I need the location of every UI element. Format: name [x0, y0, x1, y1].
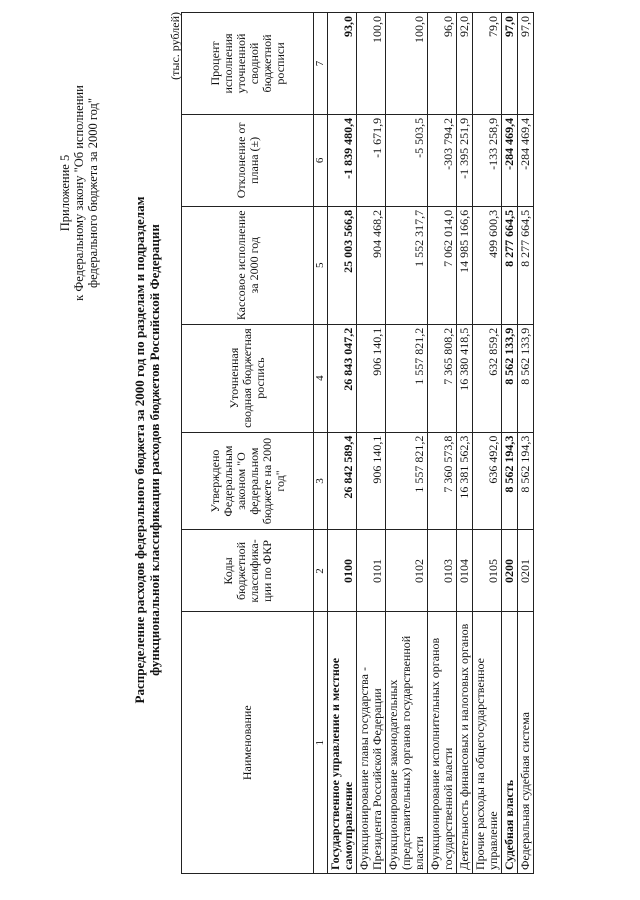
table-row — [386, 13, 428, 874]
row-executed: 904 468,2 — [357, 206, 386, 324]
row-code: 0101 — [357, 530, 386, 612]
row-name: Функционирование исполнительных органов государственной власти — [428, 612, 457, 874]
row-code: 0100 — [328, 530, 357, 612]
appendix-note — [58, 28, 100, 358]
row-approved: 906 140,1 — [357, 432, 386, 530]
table-row — [518, 13, 534, 874]
row-percent: 92,0 — [457, 13, 473, 115]
row-refined: 906 140,1 — [357, 324, 386, 432]
column-number: 7 — [314, 13, 328, 115]
row-approved: 636 492,0 — [473, 432, 502, 530]
row-percent: 97,0 — [502, 13, 518, 115]
row-executed: 8 277 664,5 — [518, 206, 534, 324]
row-refined: 1 557 821,2 — [386, 324, 428, 432]
row-deviation: -1 395 251,9 — [457, 114, 473, 206]
row-refined: 632 859,2 — [473, 324, 502, 432]
table-row — [473, 13, 502, 874]
row-code: 0104 — [457, 530, 473, 612]
column-number: 1 — [314, 612, 328, 874]
table-row — [428, 13, 457, 874]
title-line-2: функциональной классификации расходов бюджетов Российской Федерации — [147, 224, 162, 676]
row-percent: 100,0 — [386, 13, 428, 115]
row-approved: 8 562 194,3 — [518, 432, 534, 530]
table-row — [357, 13, 386, 874]
row-percent: 100,0 — [357, 13, 386, 115]
row-deviation: -284 469,4 — [502, 114, 518, 206]
row-executed: 25 003 566,8 — [328, 206, 357, 324]
row-deviation: -133 258,9 — [473, 114, 502, 206]
row-approved: 1 557 821,2 — [386, 432, 428, 530]
header-name: Наименование — [182, 612, 314, 874]
appendix-line-3: федерального бюджета за 2000 год" — [86, 98, 100, 289]
row-refined: 26 843 047,2 — [328, 324, 357, 432]
row-approved: 16 381 562,3 — [457, 432, 473, 530]
row-name: Прочие расходы на общегосударственное управление — [473, 612, 502, 874]
header-executed: Кассовое исполнение за 2000 год — [182, 206, 314, 324]
table-row — [457, 13, 473, 874]
row-approved: 8 562 194,3 — [502, 432, 518, 530]
row-code: 0200 — [502, 530, 518, 612]
table-row — [328, 13, 357, 874]
column-number: 6 — [314, 114, 328, 206]
row-name: Судебная власть — [502, 612, 518, 874]
table-row — [502, 13, 518, 874]
row-code: 0201 — [518, 530, 534, 612]
header-approved: Утверждено Федеральным законом "О федеральном бюджете на 2000 год" — [182, 432, 314, 530]
row-executed: 14 985 166,6 — [457, 206, 473, 324]
table-body — [328, 13, 534, 874]
row-name: Функционирование законодательных (представительных) органов государственной власти — [386, 612, 428, 874]
row-percent: 96,0 — [428, 13, 457, 115]
header-code: Коды бюджетной классифика- ции по ФКР — [182, 530, 314, 612]
row-executed: 8 277 664,5 — [502, 206, 518, 324]
appendix-line-1: Приложение 5 — [58, 154, 72, 232]
row-refined: 16 380 418,5 — [457, 324, 473, 432]
document-title — [132, 0, 162, 900]
title-line-1: Распределение расходов федерального бюджета за 2000 год по разделам и подразделам — [132, 196, 147, 704]
header-percent: Процент исполнения уточненной сводной бюджетной росписи — [182, 13, 314, 115]
row-deviation: -303 794,2 — [428, 114, 457, 206]
row-percent: 93,0 — [328, 13, 357, 115]
row-name: Государственное управление и местное самоуправление — [328, 612, 357, 874]
units-label: (тыс. рублей) — [168, 12, 182, 80]
row-name: Федеральная судебная система — [518, 612, 534, 874]
row-approved: 7 360 573,8 — [428, 432, 457, 530]
row-refined: 8 562 133,9 — [518, 324, 534, 432]
row-executed: 499 600,3 — [473, 206, 502, 324]
row-deviation: -1 671,9 — [357, 114, 386, 206]
row-deviation: -1 839 480,4 — [328, 114, 357, 206]
row-refined: 8 562 133,9 — [502, 324, 518, 432]
row-name: Функционирование главы государства - Президента Российской Федерации — [357, 612, 386, 874]
column-number: 4 — [314, 324, 328, 432]
column-number: 3 — [314, 432, 328, 530]
row-percent: 79,0 — [473, 13, 502, 115]
column-number: 2 — [314, 530, 328, 612]
row-refined: 7 365 808,2 — [428, 324, 457, 432]
column-number-row — [314, 13, 328, 874]
header-deviation: Отклонение от плана (±) — [182, 114, 314, 206]
header-refined: Уточненная сводная бюджетная роспись — [182, 324, 314, 432]
row-percent: 97,0 — [518, 13, 534, 115]
row-code: 0103 — [428, 530, 457, 612]
row-name: Деятельность финансовых и налоговых органов — [457, 612, 473, 874]
row-approved: 26 842 589,4 — [328, 432, 357, 530]
budget-table — [181, 12, 534, 874]
row-executed: 7 062 014,0 — [428, 206, 457, 324]
row-code: 0102 — [386, 530, 428, 612]
row-deviation: -284 469,4 — [518, 114, 534, 206]
appendix-line-2: к Федеральному закону "Об исполнении — [72, 85, 86, 301]
row-code: 0105 — [473, 530, 502, 612]
row-deviation: -5 503,5 — [386, 114, 428, 206]
row-executed: 1 552 317,7 — [386, 206, 428, 324]
column-number: 5 — [314, 206, 328, 324]
